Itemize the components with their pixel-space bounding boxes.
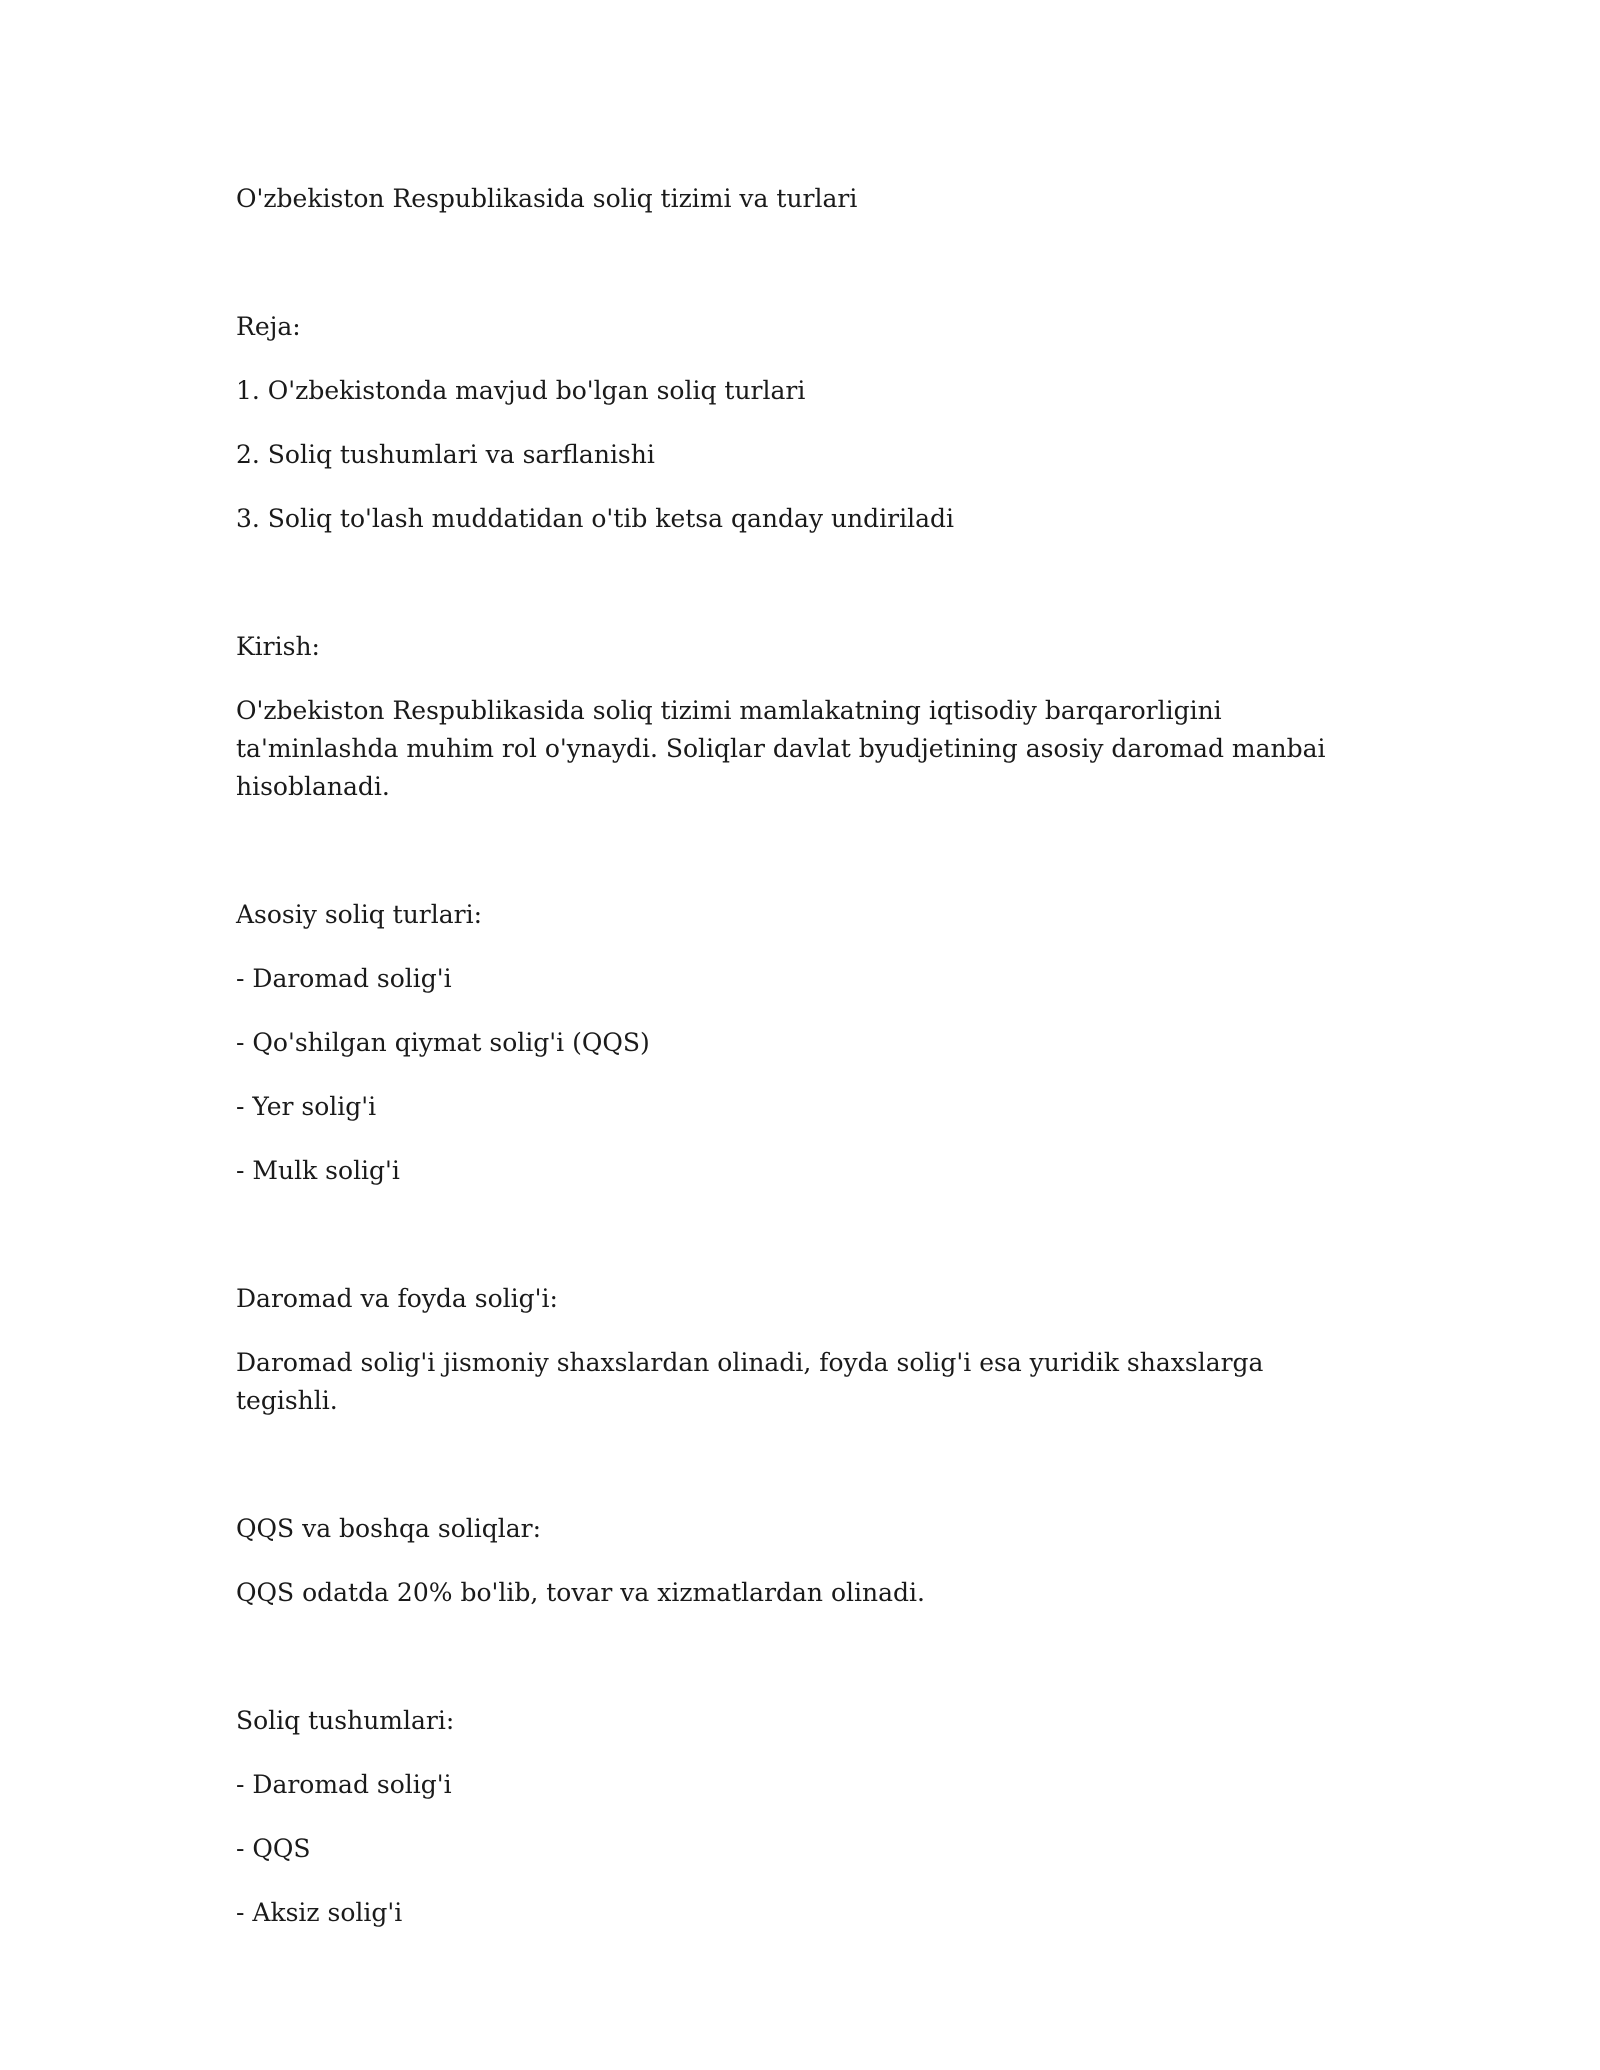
intro-heading: Kirish:	[236, 632, 320, 661]
income-profit-paragraph: Daromad solig'i jismoniy shaxslardan olinadi, foyda solig'i esa yuridik shaxslarga tegishli.	[236, 1348, 1264, 1415]
plan-item-2: 2. Soliq tushumlari va sarflanishi	[236, 440, 655, 469]
intro-paragraph: O'zbekiston Respublikasida soliq tizimi mamlakatning iqtisodiy barqarorligini ta'minlashda muhim rol o'ynaydi. Soliqlar davlat byudjetining asosiy daromad manbai hisoblanadi.	[236, 696, 1326, 801]
main-types-item-1: - Daromad solig'i	[236, 964, 452, 993]
main-types-item-4: - Mulk solig'i	[236, 1156, 400, 1185]
document-body	[236, 180, 1366, 1932]
revenues-item-2: - QQS	[236, 1834, 311, 1863]
revenues-item-3: - Aksiz solig'i	[236, 1898, 403, 1927]
income-profit-heading: Daromad va foyda solig'i:	[236, 1284, 558, 1313]
document-title: O'zbekiston Respublikasida soliq tizimi va turlari	[236, 184, 858, 213]
main-types-item-2: - Qo'shilgan qiymat solig'i (QQS)	[236, 1028, 650, 1057]
main-types-item-3: - Yer solig'i	[236, 1092, 377, 1121]
revenues-item-1: - Daromad solig'i	[236, 1770, 452, 1799]
main-types-heading: Asosiy soliq turlari:	[236, 900, 483, 929]
vat-heading: QQS va boshqa soliqlar:	[236, 1514, 542, 1543]
revenues-heading: Soliq tushumlari:	[236, 1706, 455, 1735]
plan-item-1: 1. O'zbekistonda mavjud bo'lgan soliq turlari	[236, 376, 806, 405]
plan-item-3: 3. Soliq to'lash muddatidan o'tib ketsa qanday undiriladi	[236, 504, 955, 533]
plan-heading: Reja:	[236, 312, 301, 341]
vat-paragraph: QQS odatda 20% bo'lib, tovar va xizmatlardan olinadi.	[236, 1578, 925, 1607]
